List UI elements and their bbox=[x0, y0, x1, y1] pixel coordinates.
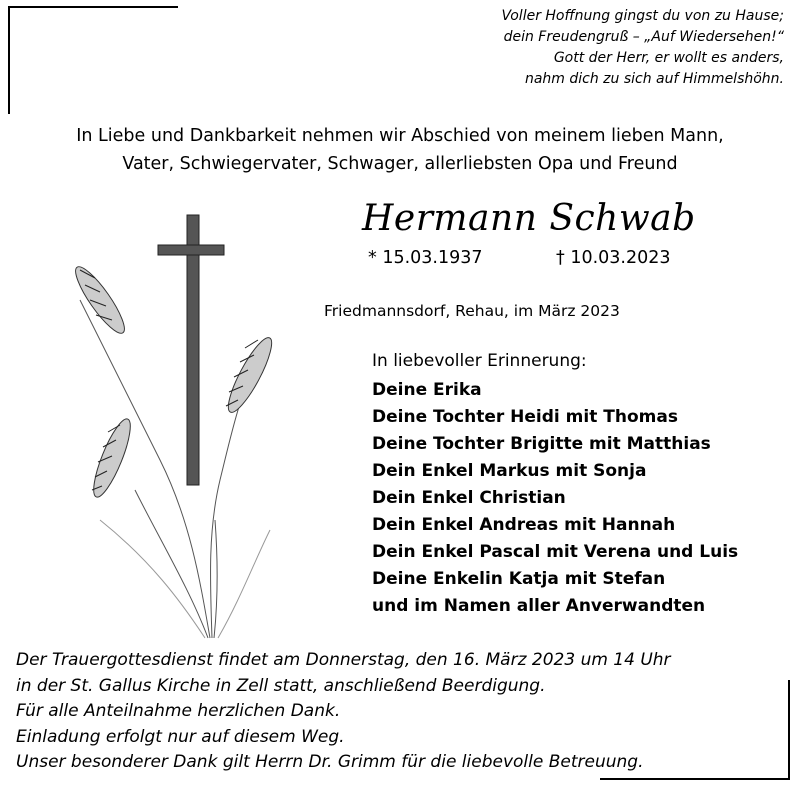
mourners-heading: In liebevoller Erinnerung: bbox=[372, 351, 587, 371]
cross-with-wheat-illustration bbox=[40, 200, 300, 640]
frame-top-left-vertical bbox=[8, 6, 10, 114]
footer-line: Für alle Anteilnahme herzlichen Dank. bbox=[16, 701, 341, 721]
footer-line: Der Trauergottesdienst findet am Donnerstag, den 16. März 2023 um 14 Uhr bbox=[16, 650, 671, 670]
mourner-item: Dein Enkel Andreas mit Hannah bbox=[372, 515, 676, 535]
mourner-item: und im Namen aller Anverwandten bbox=[372, 596, 706, 616]
poem-line: Voller Hoffnung gingst du von zu Hause; bbox=[501, 8, 784, 24]
footer-line: Unser besonderer Dank gilt Herrn Dr. Grimm für die liebevolle Betreuung. bbox=[16, 752, 644, 772]
frame-bottom-right-horizontal bbox=[600, 778, 790, 780]
deceased-name: Hermann Schwab bbox=[362, 198, 696, 239]
wheat-ear-left-top bbox=[69, 261, 131, 338]
mourner-item: Deine Erika bbox=[372, 380, 482, 400]
intro-line: Vater, Schwiegervater, Schwager, allerliebsten Opa und Freund bbox=[122, 154, 678, 174]
poem bbox=[501, 6, 784, 90]
footer-line: in der St. Gallus Kirche in Zell statt, anschließend Beerdigung. bbox=[16, 675, 546, 696]
poem-line: Gott der Herr, er wollt es anders, bbox=[553, 50, 784, 66]
mourner-item: Dein Enkel Christian bbox=[372, 488, 566, 508]
mourner-item: Deine Tochter Brigitte mit Matthias bbox=[372, 434, 711, 454]
cross-icon bbox=[158, 215, 224, 485]
frame-bottom-right-vertical bbox=[788, 680, 790, 780]
service-information bbox=[16, 648, 671, 776]
intro-line: In Liebe und Dankbarkeit nehmen wir Abschied von meinem lieben Mann, bbox=[76, 126, 724, 146]
birth-date: * 15.03.1937 bbox=[368, 248, 483, 268]
poem-line: dein Freudengruß – „Auf Wiedersehen!“ bbox=[503, 29, 784, 45]
mourners-list bbox=[372, 377, 738, 620]
mourner-item: Deine Tochter Heidi mit Thomas bbox=[372, 407, 678, 427]
mourner-item: Dein Enkel Pascal mit Verena und Luis bbox=[372, 542, 739, 562]
footer-line: Einladung erfolgt nur auf diesem Weg. bbox=[16, 726, 345, 747]
wheat-ear-left-bottom bbox=[87, 415, 137, 500]
intro-text bbox=[0, 122, 800, 178]
wheat-ear-right bbox=[221, 333, 278, 417]
mourner-item: Dein Enkel Markus mit Sonja bbox=[372, 461, 647, 481]
poem-line: nahm dich zu sich auf Himmelshöhn. bbox=[524, 71, 784, 87]
mourner-item: Deine Enkelin Katja mit Stefan bbox=[372, 569, 666, 589]
frame-top-left-horizontal bbox=[8, 6, 178, 8]
place-and-date: Friedmannsdorf, Rehau, im März 2023 bbox=[324, 302, 620, 320]
death-date: † 10.03.2023 bbox=[556, 248, 671, 268]
